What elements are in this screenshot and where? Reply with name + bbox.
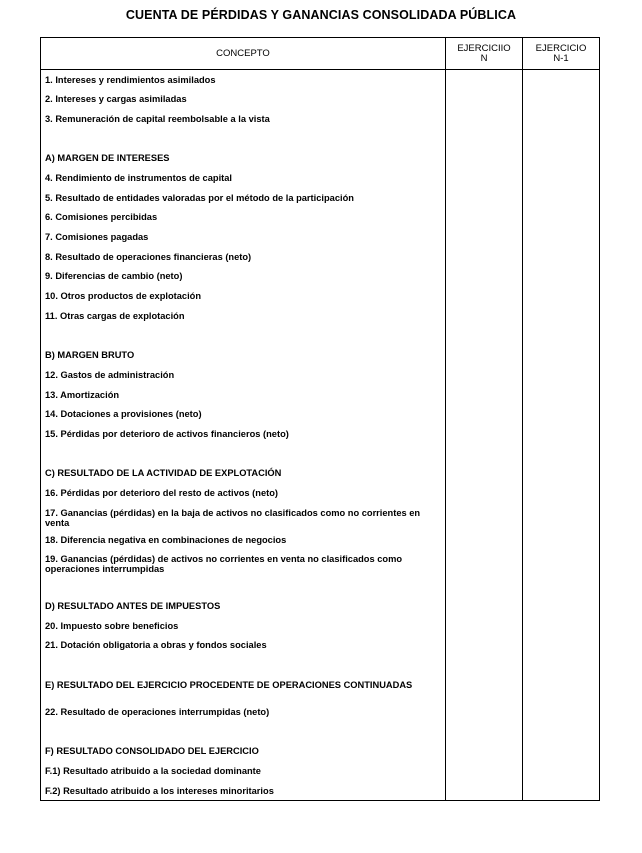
row-concept: 22. Resultado de operaciones interrumpidas (neto) <box>41 702 446 722</box>
cell-year-n1 <box>523 741 600 761</box>
table-row <box>41 549 600 576</box>
table-row <box>41 635 600 655</box>
row-concept: 20. Impuesto sobre beneficios <box>41 616 446 636</box>
cell-year-n <box>446 227 523 247</box>
cell-year-n <box>446 444 523 464</box>
cell-year-n1 <box>523 345 600 365</box>
row-concept: 3. Remuneración de capital reembolsable a la vista <box>41 109 446 129</box>
cell-year-n <box>446 576 523 596</box>
blank-row <box>41 576 600 596</box>
cell-year-n <box>446 721 523 741</box>
blank-row <box>41 721 600 741</box>
cell-year-n <box>446 463 523 483</box>
blank-row <box>41 325 600 345</box>
cell-year-n <box>446 286 523 306</box>
cell-year-n1 <box>523 530 600 550</box>
subtotal-row <box>41 345 600 365</box>
cell-year-n <box>446 188 523 208</box>
header-year-n1-line1: EJERCICIO <box>535 42 587 54</box>
row-concept: 13. Amortización <box>41 385 446 405</box>
cell-year-n <box>446 385 523 405</box>
table-row <box>41 227 600 247</box>
subtotal-row <box>41 675 600 702</box>
blank-row <box>41 655 600 675</box>
row-concept: 17. Ganancias (pérdidas) en la baja de activos no clasificados como no corrientes en venta <box>41 503 446 530</box>
row-concept: 16. Pérdidas por deterioro del resto de activos (neto) <box>41 483 446 503</box>
cell-year-n1 <box>523 168 600 188</box>
table-row <box>41 70 600 90</box>
cell-year-n <box>446 635 523 655</box>
cell-year-n1 <box>523 385 600 405</box>
cell-year-n1 <box>523 424 600 444</box>
table-row <box>41 89 600 109</box>
table-row <box>41 483 600 503</box>
cell-year-n1 <box>523 247 600 267</box>
cell-year-n <box>446 781 523 801</box>
table-row <box>41 385 600 405</box>
row-concept: B) MARGEN BRUTO <box>41 345 446 365</box>
cell-year-n1 <box>523 616 600 636</box>
cell-year-n <box>446 655 523 675</box>
cell-year-n <box>446 306 523 326</box>
cell-year-n1 <box>523 655 600 675</box>
cell-year-n <box>446 345 523 365</box>
row-concept: 11. Otras cargas de explotación <box>41 306 446 326</box>
cell-year-n1 <box>523 675 600 702</box>
cell-year-n <box>446 503 523 530</box>
table-row <box>41 266 600 286</box>
row-concept: F.2) Resultado atribuido a los intereses minoritarios <box>41 781 446 801</box>
row-concept: 14. Dotaciones a provisiones (neto) <box>41 404 446 424</box>
row-concept <box>41 325 446 345</box>
income-statement-table <box>40 37 600 801</box>
row-concept: 10. Otros productos de explotación <box>41 286 446 306</box>
table-row <box>41 781 600 801</box>
cell-year-n1 <box>523 325 600 345</box>
row-concept: D) RESULTADO ANTES DE IMPUESTOS <box>41 596 446 616</box>
cell-year-n <box>446 404 523 424</box>
cell-year-n <box>446 616 523 636</box>
cell-year-n1 <box>523 444 600 464</box>
cell-year-n <box>446 109 523 129</box>
cell-year-n1 <box>523 702 600 722</box>
cell-year-n <box>446 70 523 90</box>
table-header-row <box>41 38 600 70</box>
table-row <box>41 702 600 722</box>
cell-year-n1 <box>523 721 600 741</box>
cell-year-n1 <box>523 109 600 129</box>
cell-year-n <box>446 702 523 722</box>
table-row <box>41 168 600 188</box>
subtotal-row <box>41 463 600 483</box>
row-concept: C) RESULTADO DE LA ACTIVIDAD DE EXPLOTACIÓN <box>41 463 446 483</box>
cell-year-n1 <box>523 761 600 781</box>
table-row <box>41 109 600 129</box>
row-concept: 1. Intereses y rendimientos asimilados <box>41 70 446 90</box>
table-row <box>41 530 600 550</box>
row-concept: 18. Diferencia negativa en combinaciones de negocios <box>41 530 446 550</box>
row-concept: F.1) Resultado atribuido a la sociedad dominante <box>41 761 446 781</box>
cell-year-n <box>446 325 523 345</box>
header-year-n-line1: EJERCICIIO <box>457 42 511 54</box>
row-concept: 8. Resultado de operaciones financieras (neto) <box>41 247 446 267</box>
document-title: CUENTA DE PÉRDIDAS Y GANANCIAS CONSOLIDADA PÚBLICA <box>125 8 517 22</box>
row-concept <box>41 129 446 149</box>
row-concept: 21. Dotación obligatoria a obras y fondos sociales <box>41 635 446 655</box>
cell-year-n <box>446 741 523 761</box>
cell-year-n <box>446 266 523 286</box>
cell-year-n <box>446 168 523 188</box>
table-row <box>41 306 600 326</box>
header-year-n <box>446 38 523 70</box>
cell-year-n1 <box>523 503 600 530</box>
cell-year-n1 <box>523 781 600 801</box>
cell-year-n1 <box>523 306 600 326</box>
cell-year-n1 <box>523 148 600 168</box>
cell-year-n1 <box>523 365 600 385</box>
row-concept: F) RESULTADO CONSOLIDADO DEL EJERCICIO <box>41 741 446 761</box>
table-row <box>41 247 600 267</box>
row-concept: A) MARGEN DE INTERESES <box>41 148 446 168</box>
row-concept <box>41 444 446 464</box>
row-concept: 9. Diferencias de cambio (neto) <box>41 266 446 286</box>
header-concept: CONCEPTO <box>41 38 446 70</box>
row-concept <box>41 721 446 741</box>
cell-year-n <box>446 129 523 149</box>
cell-year-n1 <box>523 207 600 227</box>
table-row <box>41 404 600 424</box>
blank-row <box>41 444 600 464</box>
row-concept: 6. Comisiones percibidas <box>41 207 446 227</box>
cell-year-n <box>446 247 523 267</box>
cell-year-n1 <box>523 463 600 483</box>
table-row <box>41 424 600 444</box>
table-row <box>41 616 600 636</box>
table-row <box>41 207 600 227</box>
cell-year-n <box>446 530 523 550</box>
cell-year-n <box>446 365 523 385</box>
table-row <box>41 188 600 208</box>
cell-year-n <box>446 424 523 444</box>
cell-year-n1 <box>523 70 600 90</box>
cell-year-n1 <box>523 549 600 576</box>
cell-year-n <box>446 483 523 503</box>
cell-year-n1 <box>523 404 600 424</box>
row-concept: 7. Comisiones pagadas <box>41 227 446 247</box>
cell-year-n <box>446 549 523 576</box>
subtotal-row <box>41 741 600 761</box>
cell-year-n1 <box>523 188 600 208</box>
cell-year-n1 <box>523 576 600 596</box>
header-year-n1 <box>523 38 600 70</box>
header-year-n-line2: N <box>480 52 488 64</box>
row-concept: 4. Rendimiento de instrumentos de capital <box>41 168 446 188</box>
row-concept: E) RESULTADO DEL EJERCICIO PROCEDENTE DE OPERACIONES CONTINUADAS <box>41 675 446 702</box>
row-concept: 5. Resultado de entidades valoradas por el método de la participación <box>41 188 446 208</box>
table-row <box>41 761 600 781</box>
header-year-n1-line2: N-1 <box>553 52 569 64</box>
cell-year-n <box>446 148 523 168</box>
row-concept <box>41 655 446 675</box>
row-concept: 15. Pérdidas por deterioro de activos financieros (neto) <box>41 424 446 444</box>
row-concept: 12. Gastos de administración <box>41 365 446 385</box>
table-row <box>41 286 600 306</box>
table-row <box>41 503 600 530</box>
cell-year-n1 <box>523 596 600 616</box>
blank-row <box>41 129 600 149</box>
cell-year-n <box>446 761 523 781</box>
cell-year-n1 <box>523 89 600 109</box>
row-concept <box>41 576 446 596</box>
cell-year-n1 <box>523 483 600 503</box>
cell-year-n1 <box>523 227 600 247</box>
row-concept: 2. Intereses y cargas asimiladas <box>41 89 446 109</box>
cell-year-n <box>446 89 523 109</box>
cell-year-n1 <box>523 266 600 286</box>
subtotal-row <box>41 596 600 616</box>
row-concept: 19. Ganancias (pérdidas) de activos no corrientes en venta no clasificados como operaciones interrumpidas <box>41 549 446 576</box>
table-row <box>41 365 600 385</box>
cell-year-n1 <box>523 129 600 149</box>
cell-year-n <box>446 596 523 616</box>
cell-year-n1 <box>523 635 600 655</box>
cell-year-n <box>446 207 523 227</box>
subtotal-row <box>41 148 600 168</box>
cell-year-n <box>446 675 523 702</box>
cell-year-n1 <box>523 286 600 306</box>
